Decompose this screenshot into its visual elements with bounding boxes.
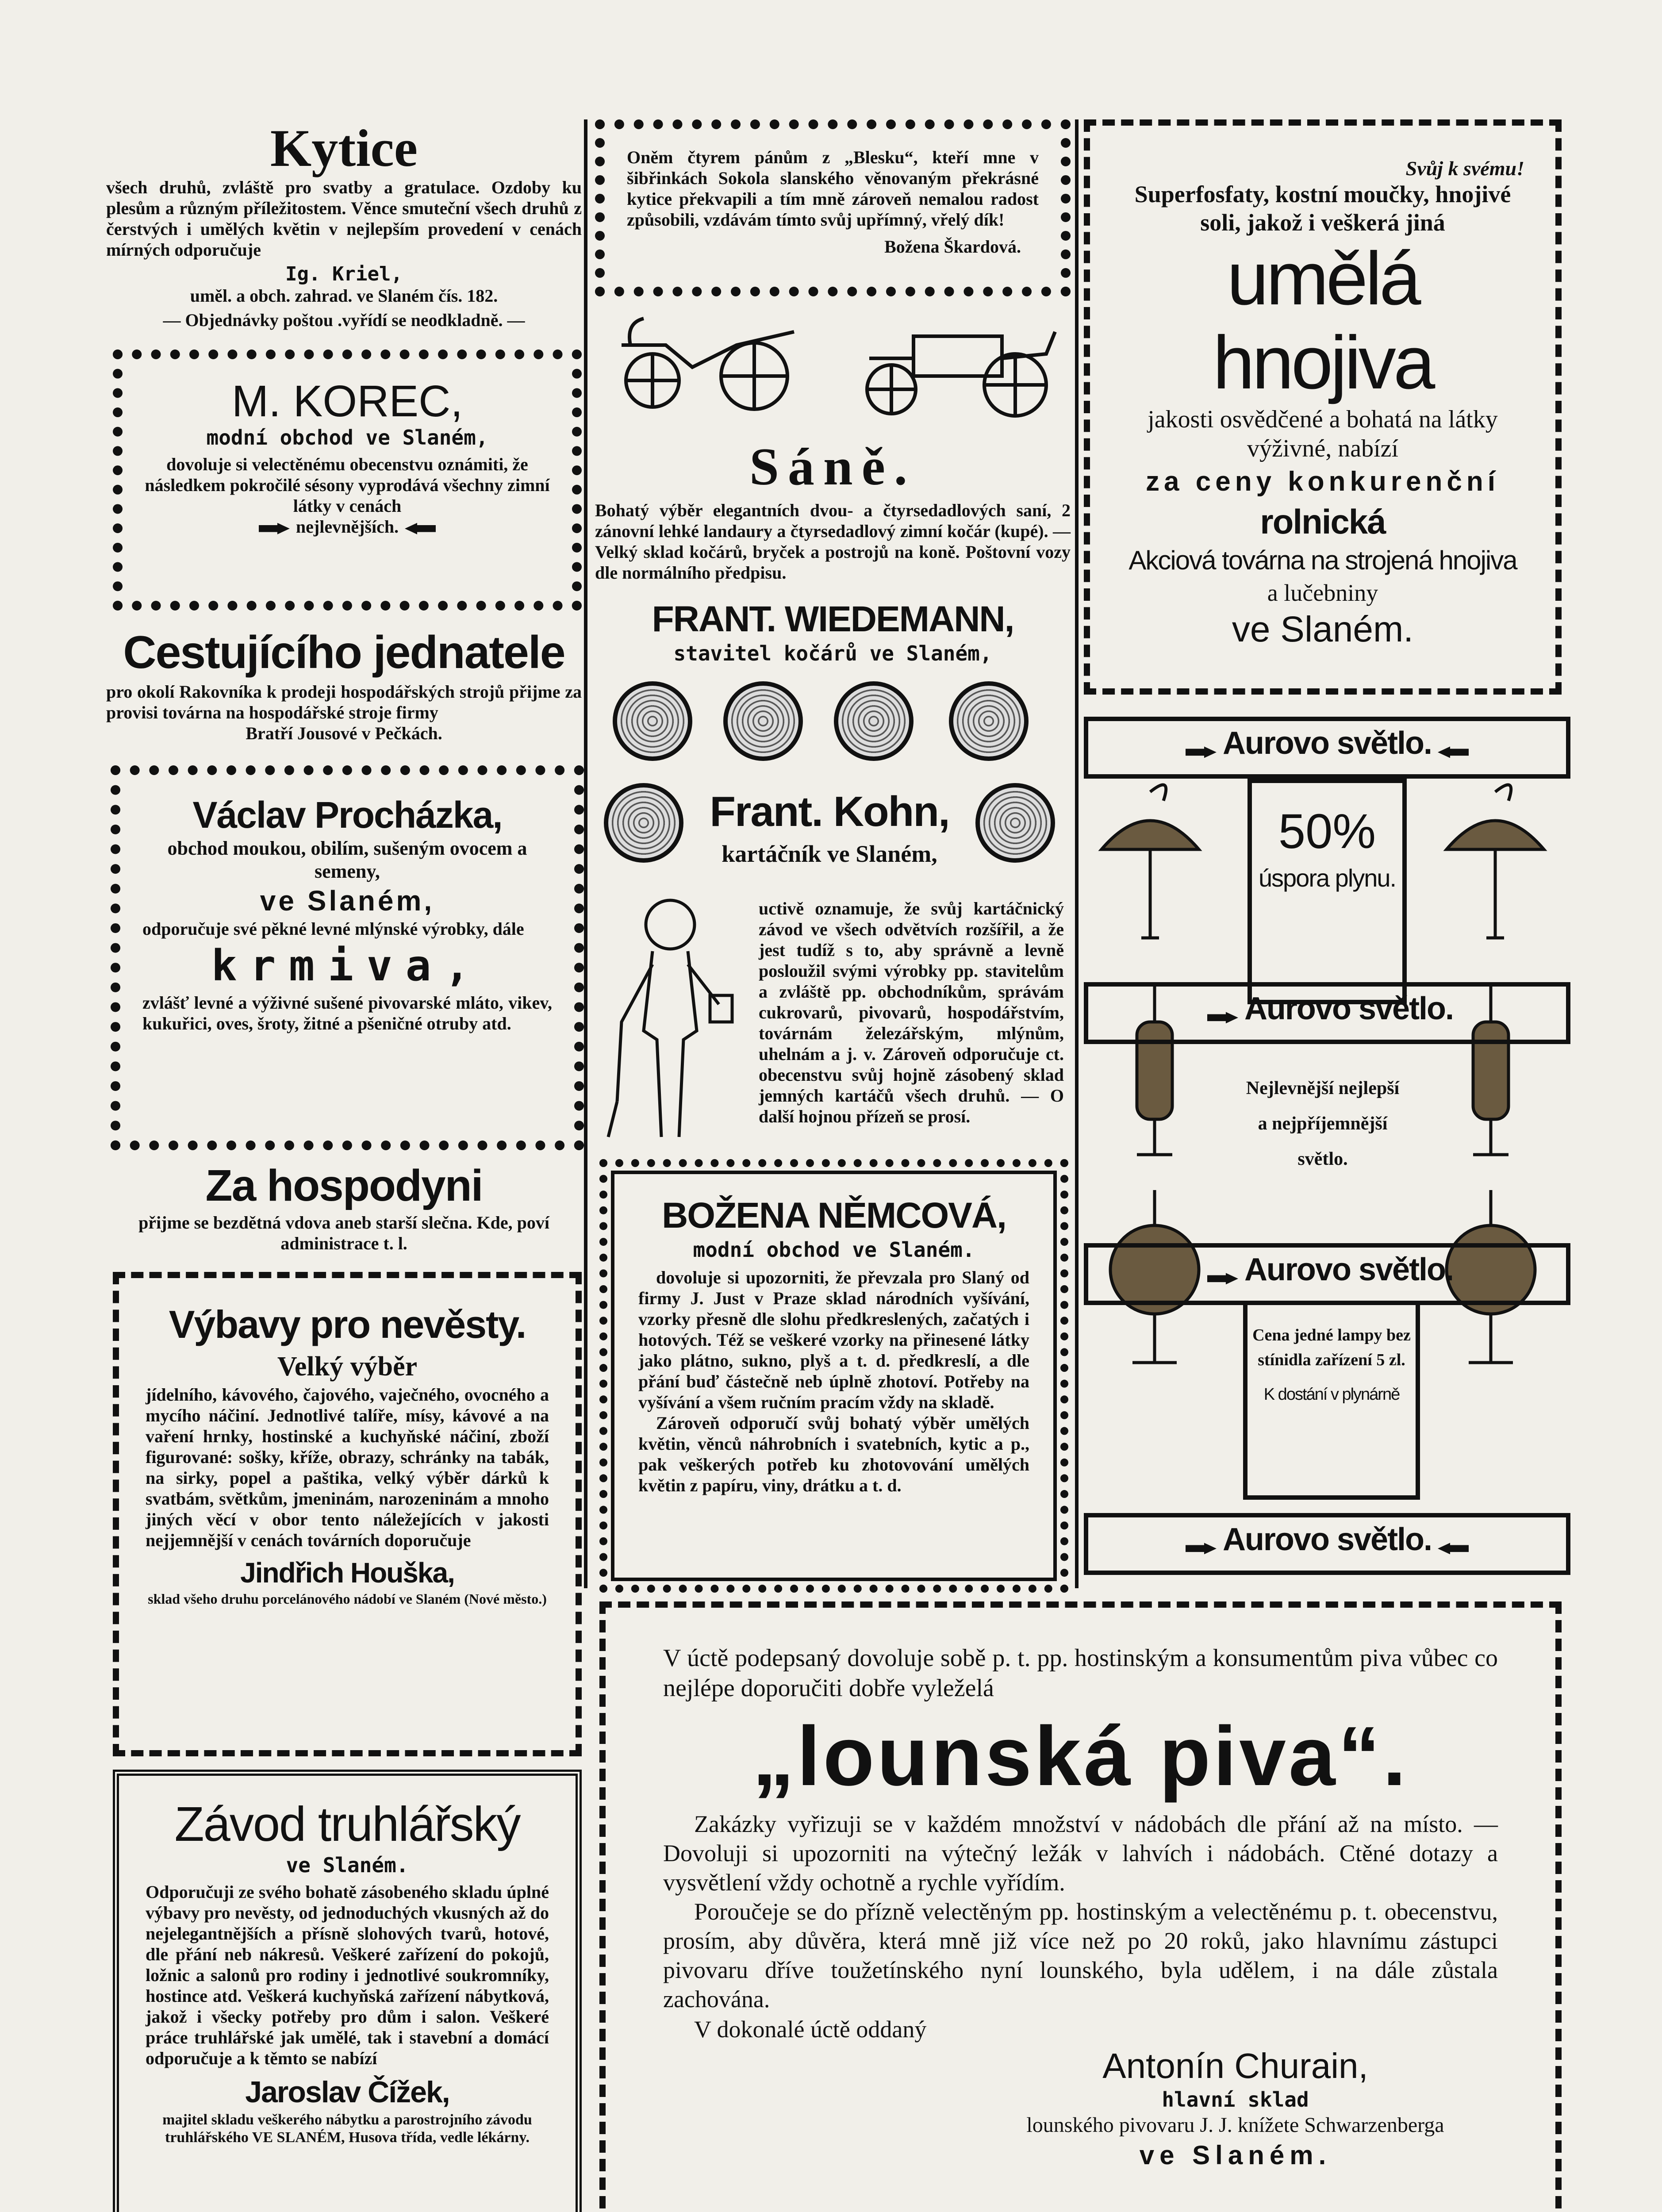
hnojiva-line1: Superfosfaty, kostní moučky, hnojivé soli, jakož i veškerá jiná [1134,181,1511,236]
pointing-hand-icon [1438,1543,1469,1554]
korec-ad [113,349,582,611]
aurovo-heading-2 [1084,982,1570,1044]
prochazka-ad [111,765,584,1150]
medal-icon [604,783,683,863]
vybavy-ad [113,1272,582,1756]
truhlarsky-place: ve Slaném. [286,1853,409,1877]
kytice-ad [106,119,582,336]
piva-brewery: lounského pivovaru J. J. knížete Schwarzenberga [1026,2113,1444,2137]
medal-icon [975,783,1055,863]
vybavy-title: Výbavy pro nevěsty. [169,1302,526,1346]
piva-role: hlavní sklad [1162,2088,1309,2112]
hnojiva-motto: Svůj k svému! [1405,157,1524,180]
piva-signature [973,2045,1498,2172]
aurovo-price-box [1243,1301,1420,1500]
hnojiva-firm: Akciová továrna na strojená hnojiva [1128,545,1517,575]
kohn-ad [595,677,1071,1155]
jednatele-title: Cestujícího jednatele [123,627,565,678]
piva-title: „lounská piva“. [752,1709,1409,1803]
piva-p2: Poroučeje se do přízně velectěným pp. hostinským a velectěnému p. t. obecenstvu, prosím, aby důvěra, která mně již více než po 20 roků, jako hlavnímu zástupci pivovaru dříve toužetínského nyní lounského, byla udělem, i na dále zůstala zachována. [663,1898,1498,2012]
nemcova-text1: dovoluje si upozorniti, že převzala pro Slaný od firmy J. Just v Praze sklad národních vyšívání, vzorky přesně dle slohu předkreslených, začatých i hotových. Též se veškeré vzorky na přinesené látky jako plátno, sukno, plyš a t. d. předkreslí, a dle přání buď částečně neb úplně zhotoví. Potřeby na vyšívání a všem ručním pracím vždy na skladě. [638,1267,1029,1412]
kytice-name: Ig. Kriel, [285,263,403,285]
medal-icon [834,681,914,761]
medal-icon [613,681,692,761]
nemcova-subtitle: modní obchod ve Slaném. [693,1238,975,1262]
kytice-note: — Objednávky poštou .vyřídí se neodkladně. — [163,310,525,330]
aurovo-slogan: Nejlevnější nejlepší a nejpříjemnější světlo. [1246,1078,1400,1169]
truhlarsky-name: Jaroslav Čížek, [245,2075,449,2109]
hospodyni-title: Za hospodyni [205,1161,483,1210]
pointing-hand-icon [405,523,436,534]
aurovo-savings-box [1247,779,1407,1004]
hnojiva-big: umělá hnojiva [1213,237,1433,405]
kytice-address: uměl. a obch. zahrad. ve Slaném čís. 182. [190,286,498,306]
medal-icon [949,681,1029,761]
korec-title: M. KOREC, [231,376,463,426]
aurovo-percent: 50% [1278,804,1376,859]
piva-closing: V dokonalé úctě oddaný [694,2016,927,2043]
medal-icon [723,681,803,761]
vybavy-text: jídelního, kávového, čajového, vaječného, ovocného a mycího náčiní. Jednotlivé talíře, mísy, kávové a na vaření hrnky, hostinské a kuchyňské náčiní, zboží figurované: sošky, kříže, obrazy, schránky na tabák, na sirky, popel a paštika, velký výběr dárků k svatbám, světkům, jmeninám, narozeninám a mnoho jiných věcí v obor tento náležejících v jakosti nejjemnější v cenách továrních doporučuje [146,1385,549,1550]
prochazka-line2: odporučuje své pěkné levné mlýnské výrobky, dále [142,919,524,939]
pointing-hand-icon [259,523,290,534]
sane-ad [595,305,1071,672]
piva-p1: Zakázky vyřizuji se v každém množství v nádobách dle přání až na místo. — Dovoluji si upozorniti na výtečný ležák v lahvích i nádobách. Ctěné dotazy a vysvětlení vždy ochotně a rychle vyřídím. [663,1811,1498,1896]
truhlarsky-text: Odporučuji ze svého bohatě zásobeného skladu úplné výbavy pro nevěsty, od jednoduchých vkusných až do nejelegantnějších a přísně slohových tvarů, hotové, dle přání neb nákresů. Veškeré zařízení do pokojů, ložnic a salonů pro rodiny i jednotlivé soukromníky, hostince atd. Veškerá kuchyňská zařízení nábytková, jakož i všecky potřeby pro dům i salon. Veškeré práce truhlářské jak umělé, tak i stavební a domácí odporučuje a k těmto se nabízí [146,1882,549,2068]
prochazka-line1: obchod moukou, obilím, sušeným ovocem a semeny, [167,837,527,882]
jednatele-firm: Bratří Jousové v Pečkách. [246,723,442,743]
pointing-hand-icon [1207,1273,1238,1284]
blesk-ad [595,119,1071,296]
korec-cheap: nejlevnějších. [296,517,399,537]
piva-intro: V úctě podepsaný dovoluje sobě p. t. pp. hostinským a konsumentům piva vůbec co nejlépe doporučiti dobře vyleželá [663,1644,1498,1702]
sane-text: Bohatý výběr elegantních dvou- a čtyrsedadlových saní, 2 zánovní lehké landaury a čtyrsedadlový zimní kočár (kupé). — Velký sklad kočárů, bryček a postrojů na koně. Poštovní vozy dle normálního předpisu. [595,500,1071,583]
korec-subtitle: modní obchod ve Slaném, [206,426,488,449]
carriage-illustration [604,305,1064,438]
column-rule-right [1075,119,1079,1588]
aurovo-heading-1 [1084,717,1570,779]
blesk-signature: Božena Škardová. [884,237,1021,257]
prochazka-name: Václav Procházka, [192,794,502,836]
column-rule-left [584,119,587,1588]
kytice-text: všech druhů, zvláště pro svatby a gratulace. Ozdoby ku plesům a různým příležitostem. Věnce smuteční všech druhů z čerstvých i umělých květin v nejlepším provedení v cenách mírných odporučuje [106,177,582,260]
hnojiva-firm2: a lučebniny [1267,580,1378,606]
truhlarsky-title: Závod truhlářský [174,1797,520,1851]
hospodyni-text: přijme se bezdětná vdova aneb starší slečna. Kde, poví administrace t. l. [138,1213,549,1253]
child-with-brush-illustration [604,889,737,1155]
kohn-trade: kartáčník ve Slaném, [722,841,937,867]
pointing-hand-icon [1207,1012,1238,1023]
truhlarsky-ad [113,1770,582,2212]
vybavy-name: Jindřich Houška, [240,1557,454,1589]
aurovo-heading-3 [1084,1243,1570,1305]
aurovo-heading-repeat: Aurovo světlo. [1244,991,1454,1026]
sane-subtitle: stavitel kočárů ve Slaném, [673,641,992,665]
piva-place: ve Slaném. [1139,2140,1332,2170]
aurovo-heading-repeat: Aurovo světlo. [1222,1522,1432,1557]
kytice-title: Kytice [270,119,418,177]
pointing-hand-icon [1186,746,1217,758]
blesk-text: Oněm čtyrem pánům z „Blesku“, kteří mne v šibřinkách Sokola slanského věnovaným překrásné kytice překvapili a tím mně zároveň nemalou radost způsobili, vzdávám tímto svůj upřímný, vřelý dík! [627,147,1039,230]
nemcova-text2: Zároveň odporučí svůj bohatý výběr umělých květin, věnců náhrobních i svatebních, kytic a p., pak veškerých potřeb ku zhotovování umělých květin z papíru, viny, drátku a t. d. [638,1413,1029,1495]
korec-cheap-line [145,516,550,537]
aurovo-price: Cena jedné lampy bez stínidla zařízení 5 zl. [1252,1326,1411,1369]
korec-text: dovoluje si velectěnému obecenstvu oznámiti, že následkem pokročilé sésony vyprodává všechny zimní látky v cenách [145,454,550,516]
truhlarsky-footer: majitel skladu veškerého nábytku a parostrojního závodu truhlářského VE SLANÉM, Husova třída, vedle lékárny. [162,2112,532,2146]
aurovo-heading-4 [1084,1513,1570,1575]
hnojiva-line2: jakosti osvědčené a bohatá na látky výživné, nabízí [1148,406,1498,462]
hnojiva-rolnicka: rolnická [1260,502,1386,541]
kohn-name: Frant. Kohn, [710,788,949,835]
jednatele-ad [106,624,582,757]
hnojiva-ad [1084,119,1562,695]
nemcova-ad [599,1159,1068,1593]
pointing-hand-icon [1438,746,1469,758]
vybavy-subtitle: Velký výběr [277,1352,418,1382]
aurovo-heading: Aurovo světlo. [1222,726,1432,761]
sane-title: Sáně. [749,437,916,496]
hnojiva-prices: za ceny konkurenční [1146,466,1500,497]
aurovo-ad [1084,717,1562,1584]
sane-name: FRANT. WIEDEMANN, [652,599,1014,639]
prochazka-line3: zvlášť levné a výživné sušené pivovarské mláto, vikev, kukuřici, oves, šroty, žitné a pšeničné otruby atd. [142,993,552,1033]
aurovo-available: K dostání v plynárně [1263,1385,1400,1404]
aurovo-heading-repeat: Aurovo světlo. [1244,1252,1454,1287]
aurovo-savings: úspora plynu. [1258,864,1396,892]
prochazka-krmiva: krmiva, [211,941,484,991]
kohn-text: uctivě oznamuje, že svůj kartáčnický závod ve všech odvětvích rozšířil, a že jest tudíž s to, aby správně a levně posloužil svými výrobky pp. stavitelům a zvláště pp. obchodníkům, správám cukrovarů, pivovarů, hospodářstvím, továrnám železářským, mlýnům, uhelnám a j. v. Zároveň odporučuje ct. obecenstvu svůj hojně zásobený sklad jemných kartáčů všech druhů. — O další hojnou přízeň se prosí. [759,899,1064,1126]
pointing-hand-icon [1186,1543,1217,1554]
nemcova-name: BOŽENA NĚMCOVÁ, [662,1195,1006,1236]
hnojiva-place: ve Slaném. [1232,609,1414,649]
hospodyni-ad [106,1159,582,1265]
prochazka-place: ve Slaném, [260,885,435,917]
piva-name: Antonín Churain, [1102,2046,1368,2085]
vybavy-footer: sklad všeho druhu porcelánového nádobí ve Slaném (Nové město.) [148,1591,547,1607]
jednatele-text: pro okolí Rakovníka k prodeji hospodářských strojů přijme za provisi továrna na hospodářské stroje firmy [106,682,582,722]
piva-ad [599,1601,1562,2212]
